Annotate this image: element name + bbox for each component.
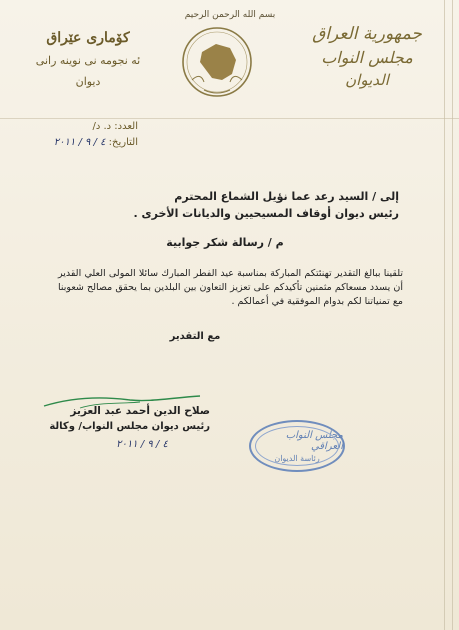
recipient-name: إلى / السيد رعد عما نؤيل الشماع المحترم bbox=[174, 190, 399, 203]
closing-phrase: مع التقدير bbox=[169, 331, 221, 342]
header-arabic bbox=[292, 24, 442, 89]
letter-body: تلقينا ببالغ التقدير تهنئتكم المباركة بمناسبة عيد الفطر المبارك سائلا المولى العلي القدير أن يسدد مسعاكم مثمنين تأكيدكم على تعزيز التعاون بين البلدين بما يحقق مصالح شعوبنا مع تمنياتنا لكم بدوام الموفقية في أعمالكم . bbox=[58, 268, 403, 307]
header-kurdish-line3: ديوان bbox=[75, 75, 101, 88]
stamp-line1: مجلس النواب العراقي bbox=[285, 429, 343, 452]
header-kurdish-line2: ئه نجومه نى نوينه رانى bbox=[35, 54, 141, 67]
council-emblem-icon bbox=[178, 22, 256, 104]
recipient-title: رئيس ديوان أوقاف المسيحيين والديانات الأخرى . bbox=[133, 207, 399, 220]
date-label: التاريخ: bbox=[108, 137, 138, 148]
stamp-line2: رئاسة الديوان bbox=[274, 453, 320, 463]
signature-date: ٤ / ٩ / ٢٠١١ bbox=[116, 439, 168, 450]
letter-date bbox=[20, 137, 138, 148]
letter-subject: م / رسالة شكر جوابية bbox=[166, 236, 284, 249]
date-value: ٤ / ٩ / ٢٠١١ bbox=[53, 137, 106, 148]
page-margin-line bbox=[452, 0, 453, 630]
header-divider bbox=[0, 118, 459, 119]
page-margin-line bbox=[444, 0, 445, 630]
header-kurdish-line1: كۆمارى عێراق bbox=[46, 30, 130, 46]
signatory-name: صلاح الدين أحمد عبد العزيز bbox=[70, 405, 210, 417]
header-arabic-line3: الديوان bbox=[345, 71, 389, 89]
header-kurdish bbox=[18, 30, 158, 88]
header-arabic-line2: مجلس النواب bbox=[321, 48, 413, 67]
reference-number: العدد: د. د/ bbox=[92, 121, 138, 132]
header-arabic-line1: جمهورية العراق bbox=[312, 24, 422, 44]
official-stamp bbox=[249, 420, 345, 472]
basmala: بسم الله الرحمن الرحيم bbox=[184, 10, 276, 20]
signatory-title: رئيس ديوان مجلس النواب/ وكالة bbox=[49, 421, 210, 432]
